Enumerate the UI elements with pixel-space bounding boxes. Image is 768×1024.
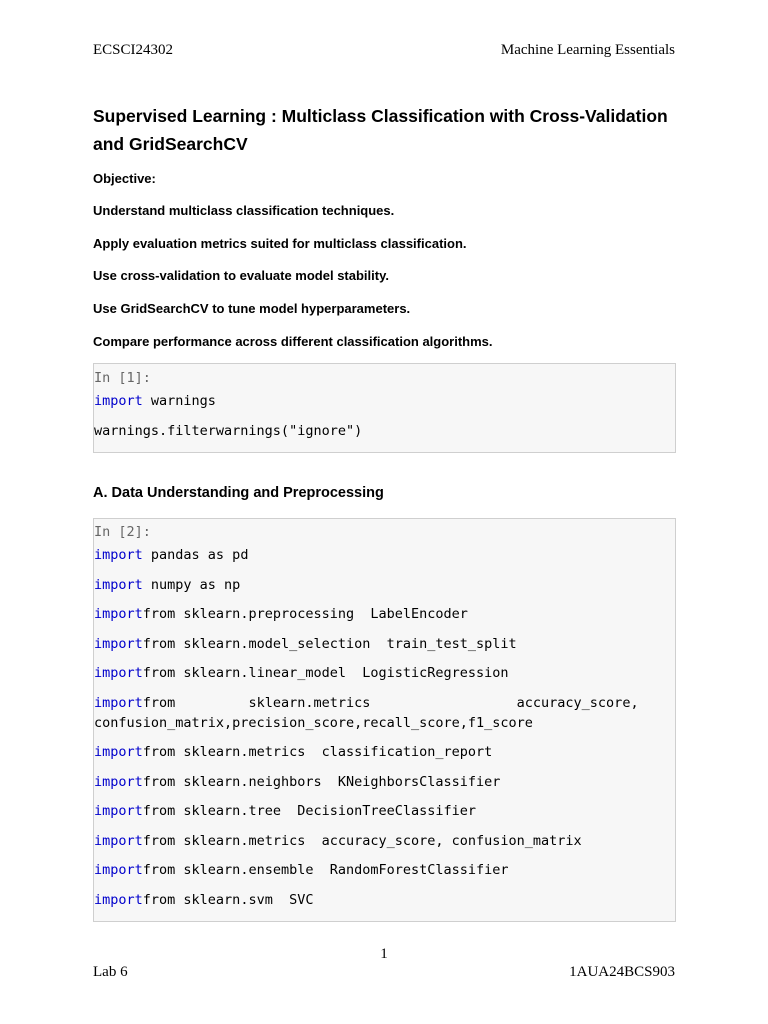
header-course-name: Machine Learning Essentials [500,42,675,58]
code-line: importfrom sklearn.svm SVC [94,892,314,908]
objective-item: Apply evaluation metrics suited for multiclass classification. [93,236,467,251]
objective-item: Understand multiclass classification techniques. [93,203,395,218]
header-course-code: ECSCI24302 [93,42,174,58]
code-line: importfrom sklearn.neighbors KNeighborsClassifier [94,774,501,790]
page-number: 1 [380,946,388,962]
code-line: confusion_matrix,precision_score,recall_score,f1_score [94,715,533,731]
code-line: importfrom sklearn.ensemble RandomForestClassifier [94,862,509,878]
objective-item: Use cross-validation to evaluate model stability. [93,268,389,283]
objective-item: Use GridSearchCV to tune model hyperparameters. [93,301,411,316]
footer-lab: Lab 6 [93,964,128,980]
footer-roll-number: 1AUA24BCS903 [569,964,675,980]
code-line: importfrom sklearn.tree DecisionTreeClassifier [94,803,477,819]
code-line: importfrom sklearn.metrics accuracy_score, confusion_matrix [94,833,582,849]
code-line: importfrom sklearn.model_selection train_test_split [94,636,517,652]
objective-item: Compare performance across different classification algorithms. [93,334,493,349]
cell-prompt: In [1]: [94,370,151,386]
objective-heading: Objective: [93,171,156,186]
cell-prompt: In [2]: [94,524,151,540]
code-line: import pandas as pd [94,547,249,563]
code-cell-2 [93,518,676,922]
code-line: import warnings [94,393,216,409]
section-heading: A. Data Understanding and Preprocessing [93,485,384,501]
code-cell-1 [93,363,676,453]
document-title: Supervised Learning : Multiclass Classification with Cross-Validation and GridSearchCV [93,106,668,154]
code-line: importfrom sklearn.metrics classification_report [94,744,493,760]
code-line: importfrom sklearn.linear_model LogisticRegression [94,665,509,681]
code-line: warnings.filterwarnings("ignore") [94,423,363,439]
code-line: importfrom sklearn.preprocessing LabelEncoder [94,606,468,622]
code-line: import numpy as np [94,577,241,593]
code-line: importfrom sklearn.metrics accuracy_score, [94,695,639,711]
